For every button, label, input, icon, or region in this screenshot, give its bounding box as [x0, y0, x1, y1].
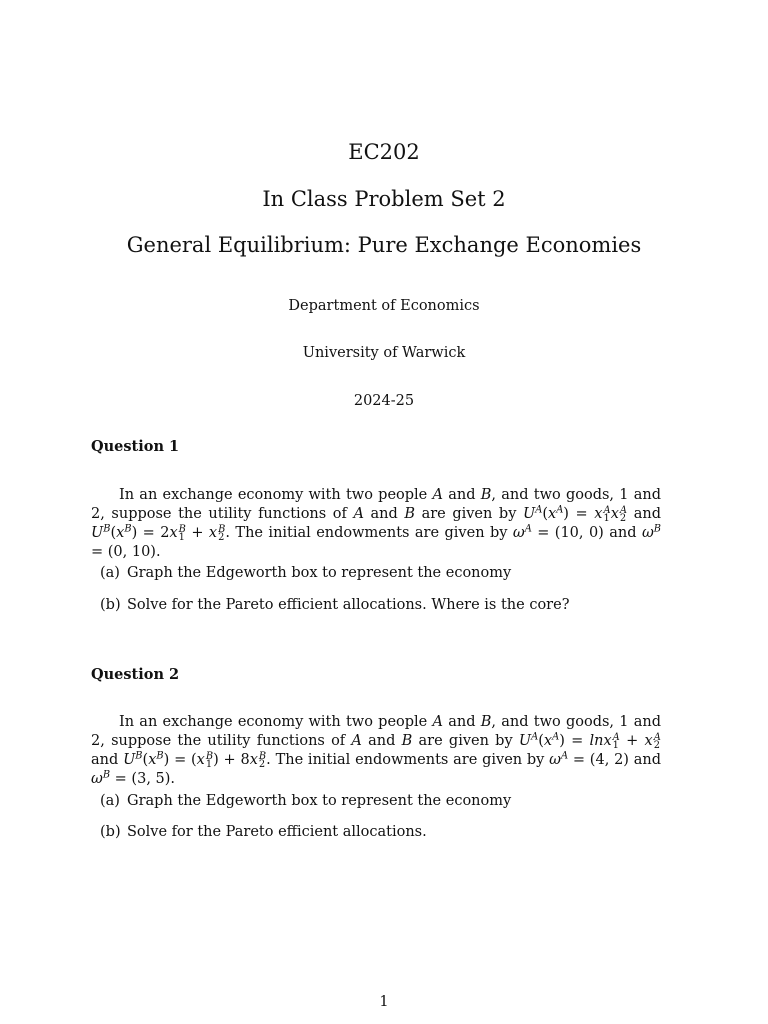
endowment-a: $\omega^A = (4$, 2) — [549, 750, 629, 768]
endowment-b: $\omega^B = (0$, 10) — [91, 523, 662, 560]
endowment-a: $\omega^A = (10$, 0) — [512, 523, 604, 541]
endowment-b: $\omega^B = (3$, 5) — [91, 769, 171, 787]
university: University of Warwick — [302, 345, 466, 361]
academic-year: 2024-25 — [353, 393, 415, 409]
problem-set-subtitle: In Class Problem Set 2 — [262, 187, 506, 211]
question-1-heading: Question 1 — [91, 438, 180, 455]
question-1-part-a: (a) Graph the Edgeworth box to represent the economy — [100, 565, 512, 581]
question-1-body: In an exchange economy with two people A and B, and two goods, 1 and 2, suppose the utility functions of A and B are given by $U^A(x^A) = x$ A 1 x A 2 and $U^B(x^B) = 2x$ B 1 + x B 2 . The initial endowments are given by $\omega^A = (10$, 0) and $\omega^B = (0$, 10). — [91, 487, 662, 560]
question-2-part-b: (b) Solve for the Pareto efficient allocations. — [100, 824, 427, 840]
utility-a-formula: $U^A(x^A) = x$ A 1 x A 2 — [522, 504, 628, 524]
question-1-part-b: (b) Solve for the Pareto efficient allocations. Where is the core? — [100, 597, 570, 613]
utility-b-formula: $U^B(x^B) = (x$ B 1 ) + 8x B 2 — [123, 750, 267, 770]
document-title: General Equilibrium: Pure Exchange Economies — [126, 233, 642, 257]
course-code: EC202 — [348, 140, 420, 164]
question-2-heading: Question 2 — [91, 666, 180, 683]
utility-b-formula: $U^B(x^B) = 2x$ B 1 + x B 2 — [91, 523, 226, 543]
question-2-body: In an exchange economy with two people A and B, and two goods, 1 and 2, suppose the utility functions of A and B are given by $U^A(x^A) = \ln x$ A 1 + x A 2 and $U^B(x^B) = (x$ B 1 ) + 8x B 2 . The initial endowments are given by $\omega^A = (4$, 2) and $\omega^B = (3$, 5). — [91, 714, 662, 787]
department: Department of Economics — [288, 298, 480, 314]
page-number: 1 — [379, 994, 389, 1010]
question-2-part-a: (a) Graph the Edgeworth box to represent the economy — [100, 793, 512, 809]
utility-a-formula: $U^A(x^A) = \ln x$ A 1 + x A 2 — [518, 731, 661, 751]
